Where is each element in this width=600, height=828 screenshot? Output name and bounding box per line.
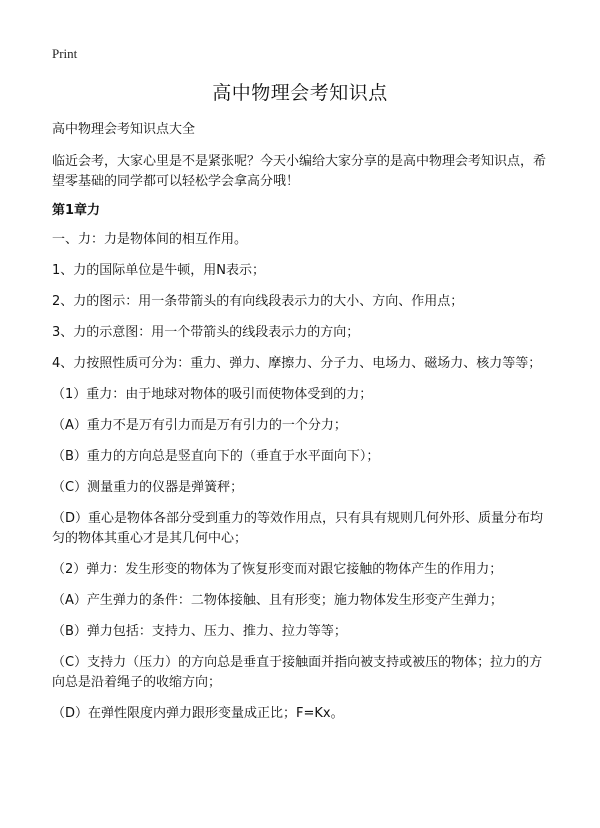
- page-title: 高中物理会考知识点: [212, 82, 388, 104]
- paragraph: （2）弹力：发生形变的物体为了恢复形变而对跟它接触的物体产生的作用力；: [52, 562, 503, 577]
- paragraph: （C）支持力（压力）的方向总是垂直于接触面并指向被支持或被压的物体；拉力的方向总是沿着绳子的收缩方向；: [52, 655, 543, 690]
- paragraph: （D）重心是物体各部分受到重力的等效作用点，只有具有规则几何外形、质量分布均匀的物体其重心才是其几何中心；: [52, 511, 544, 546]
- paragraph: （C）测量重力的仪器是弹簧秤；: [52, 480, 244, 495]
- paragraph: 一、力：力是物体间的相互作用。: [52, 232, 248, 247]
- article-subtitle: 高中物理会考知识点大全: [52, 122, 196, 137]
- article-body: [52, 120, 546, 735]
- paragraph: 4、力按照性质可分为：重力、弹力、摩擦力、分子力、电场力、磁场力、核力等等；: [52, 356, 542, 371]
- paragraph: （B）弹力包括：支持力、压力、推力、拉力等等；: [52, 624, 347, 639]
- paragraph: （B）重力的方向总是竖直向下的（垂直于水平面向下）；: [52, 449, 380, 464]
- paragraph: （A）产生弹力的条件：二物体接触、且有形变；施力物体发生形变产生弹力；: [52, 593, 503, 608]
- print-link[interactable]: Print: [52, 46, 78, 61]
- paragraph: 2、力的图示：用一条带箭头的有向线段表示力的大小、方向、作用点；: [52, 294, 464, 309]
- paragraph: （A）重力不是万有引力而是万有引力的一个分力；: [52, 418, 347, 433]
- chapter-heading: 第1章力: [52, 203, 101, 218]
- paragraph: （D）在弹性限度内弹力跟形变量成正比；F=Kx。: [52, 706, 344, 721]
- paragraph: 1、力的国际单位是牛顿，用N表示；: [52, 263, 265, 278]
- paragraph: （1）重力：由于地球对物体的吸引而使物体受到的力；: [52, 387, 373, 402]
- intro-paragraph: 临近会考，大家心里是不是紧张呢？今天小编给大家分享的是高中物理会考知识点，希望零基础的同学都可以轻松学会拿高分哦！: [52, 154, 547, 189]
- paragraph: 3、力的示意图：用一个带箭头的线段表示力的方向；: [52, 325, 360, 340]
